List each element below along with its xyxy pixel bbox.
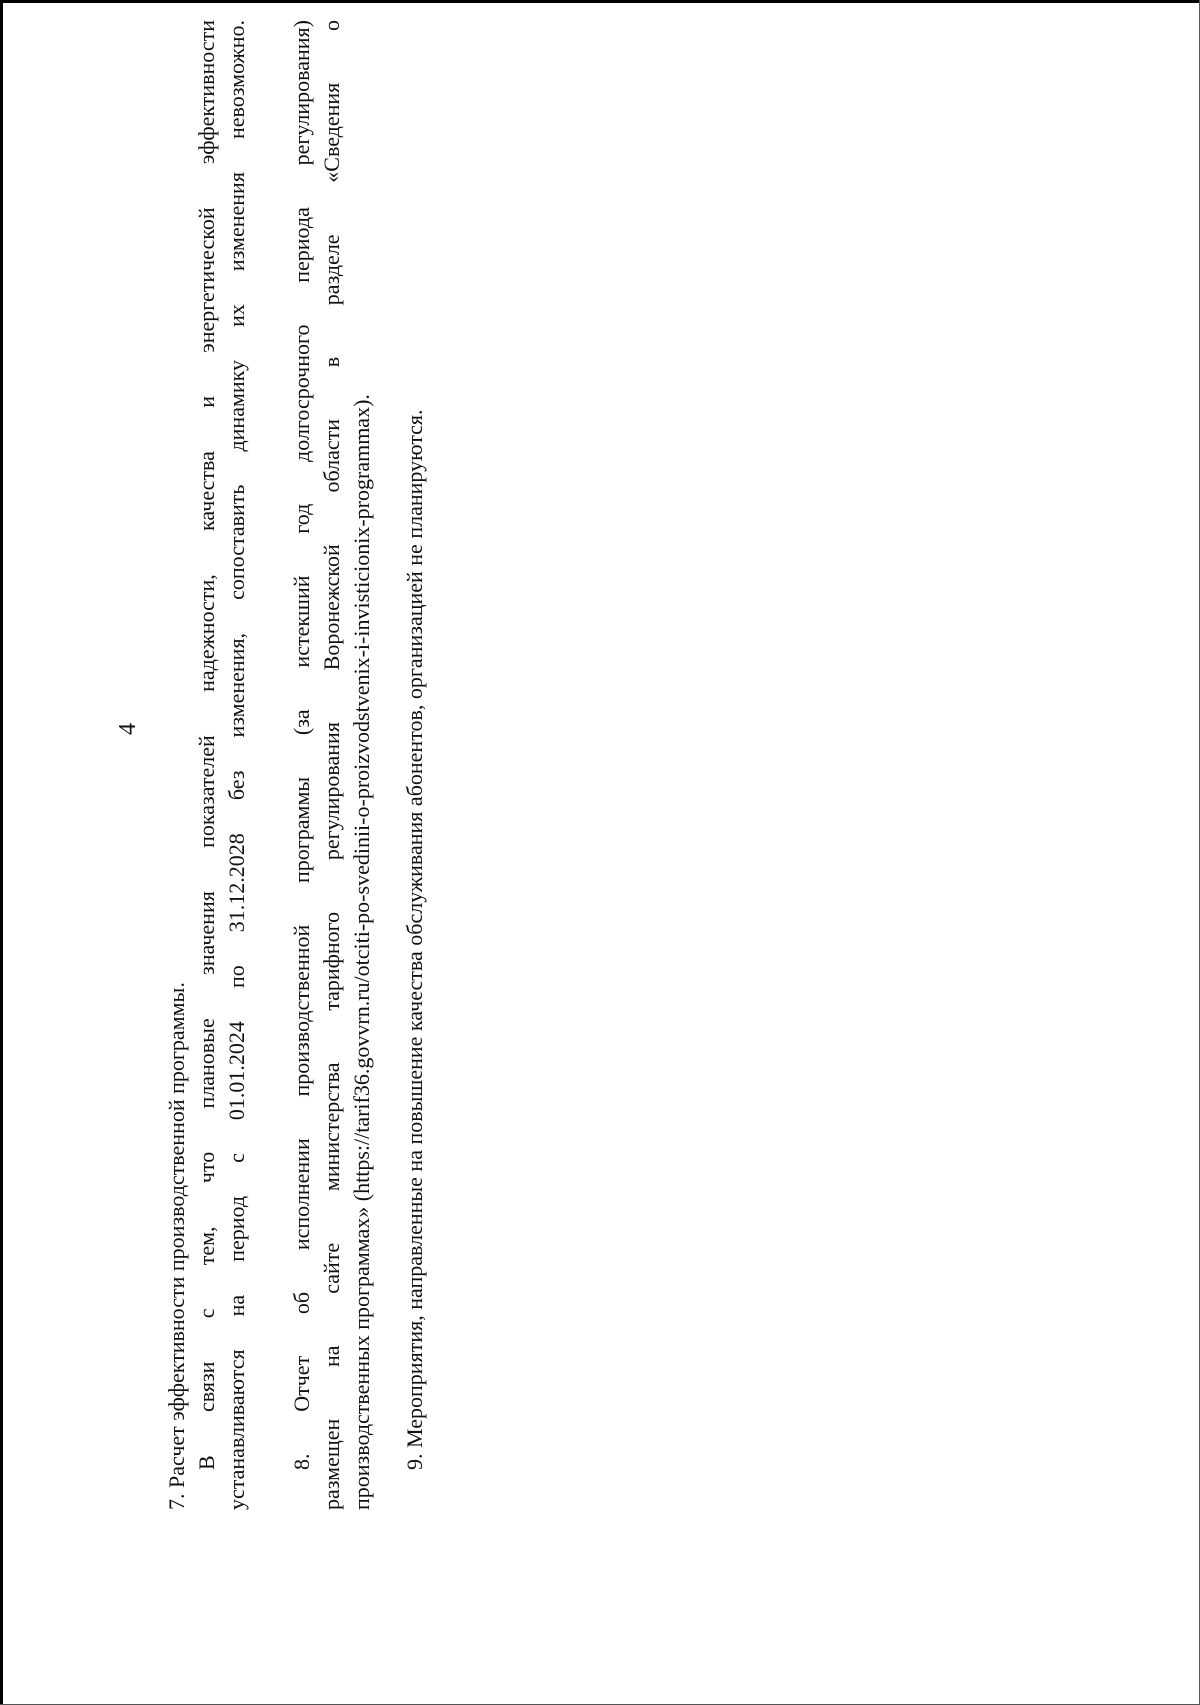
section-7-paragraph-line-1: В связи с тем, что плановые значения показателей надежности, качества и энергетической эффективности [194,20,219,1470]
page-number: 4 [115,723,141,735]
section-9-paragraph: 9. Мероприятия, направленные на повышение качества обслуживания абонентов, организацией не планируются. [402,409,427,1470]
section-8-paragraph-line-1: 8. Отчет об исполнении производственной программы (за истекший год долгосрочного периода регулирования) [289,20,314,1470]
section-7-heading: 7. Расчет эффективности производственной программы. [164,982,189,1510]
scan-border-left [0,0,3,1705]
rotated-document-page [110,0,670,1545]
section-8-paragraph-line-2: размещен на сайте министерства тарифного регулирования Воронежской области в разделе «Сведения о [319,20,344,1510]
section-7-paragraph-line-2: устанавливаются на период с 01.01.2024 по 31.12.2028 без изменения, сопоставить динамику их изменения невозможно. [224,20,249,1510]
section-8-paragraph-line-3: производственных программах» (https://tarif36.govvrn.ru/otciti-po-svedinii-o-proizvodstvenix-i-invisticionix-programmax). [349,394,374,1510]
